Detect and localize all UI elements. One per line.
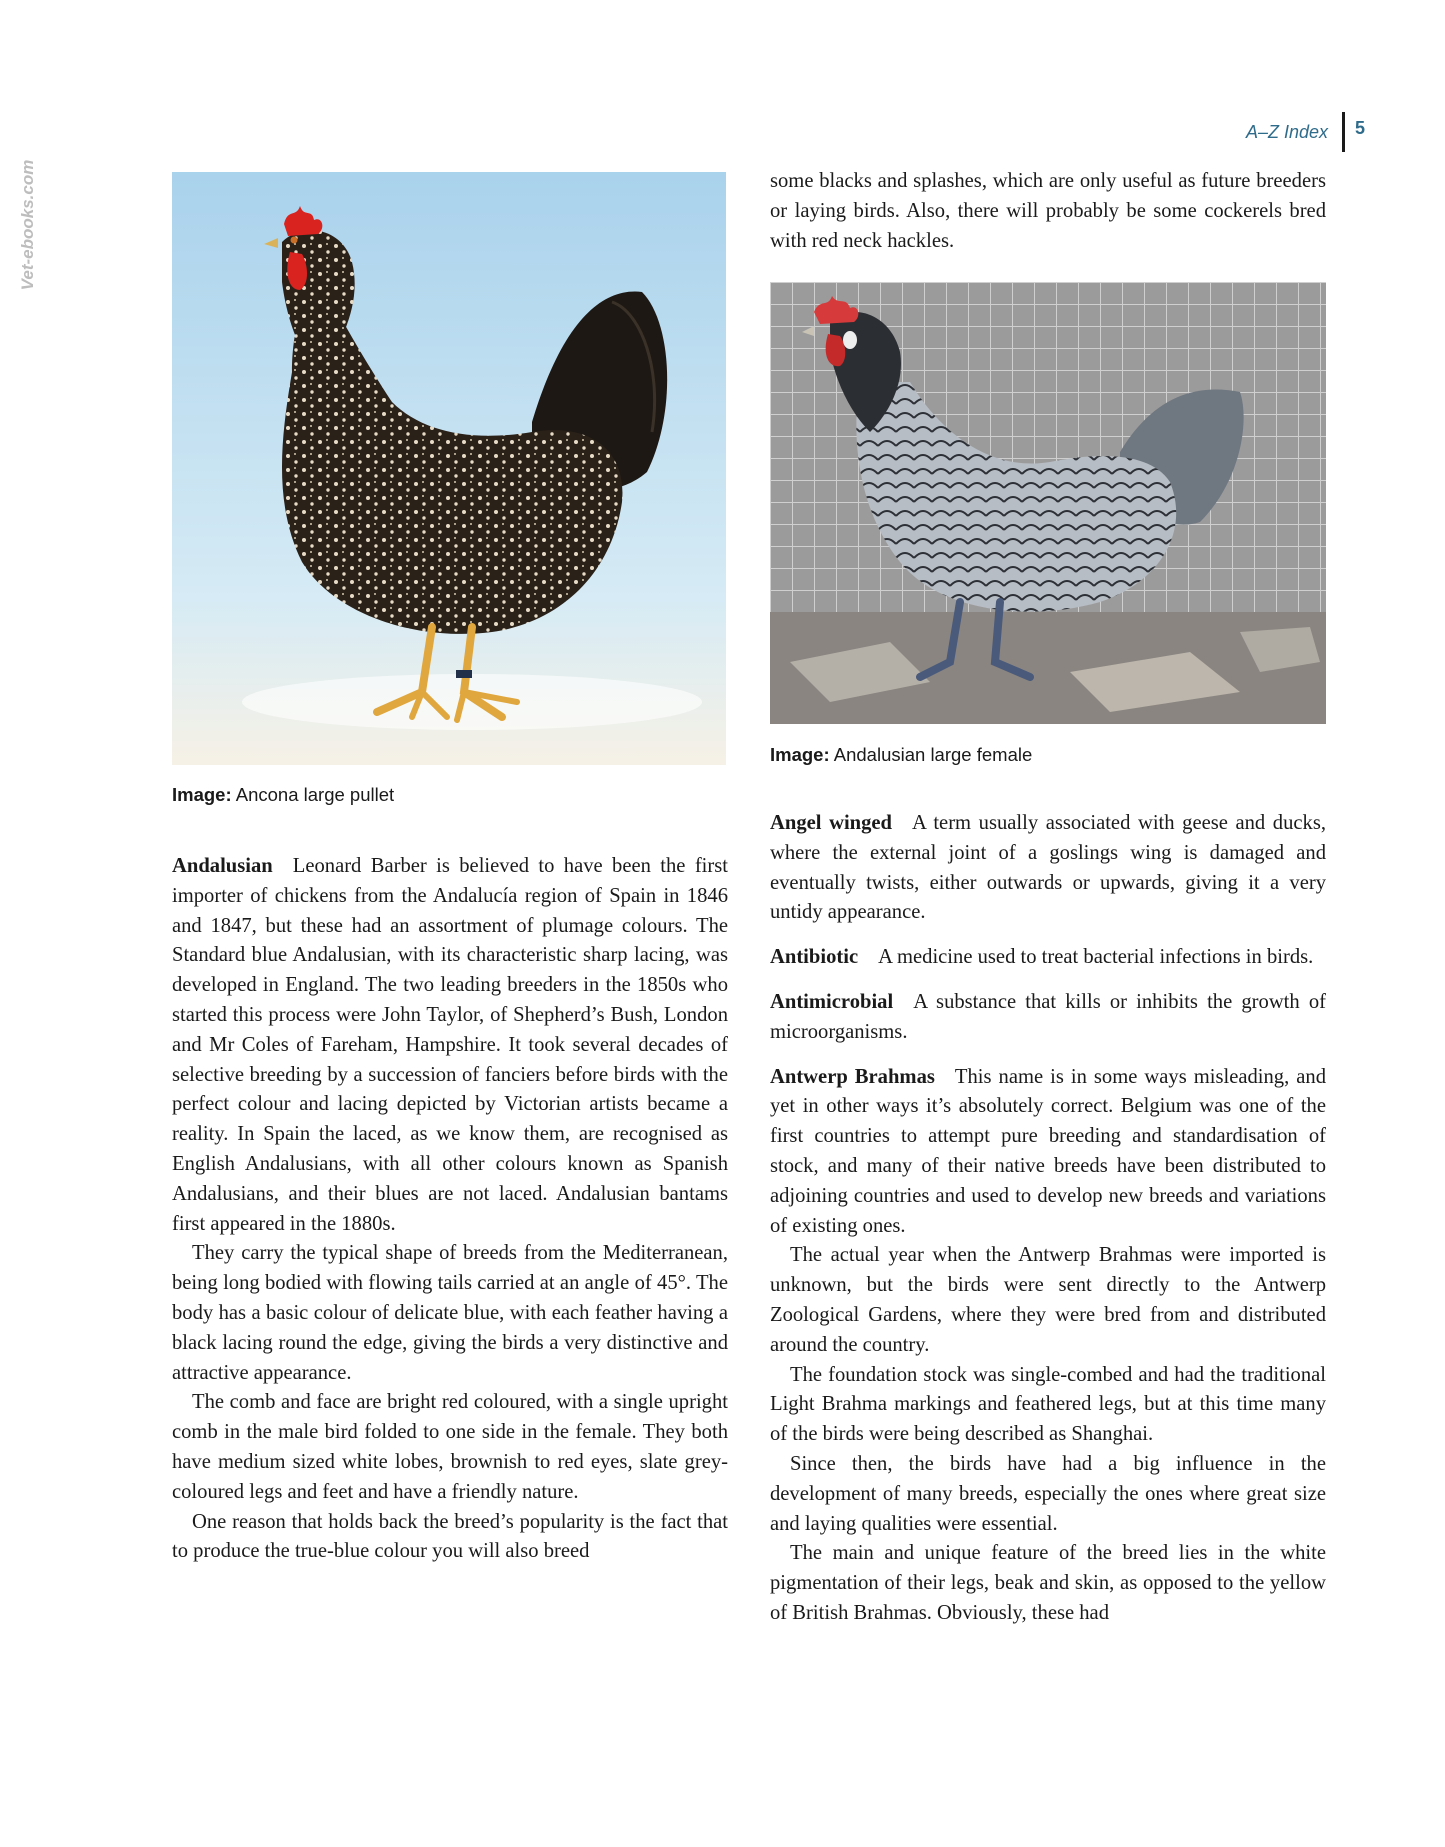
photo-andalusian-female [770, 282, 1326, 724]
photo-ancona-pullet [172, 172, 726, 765]
andalusian-paragraph-2: They carry the typical shape of breeds from the Mediterranean, being long bodied with flowing tails carried at an angle of 45°. The body has a basic colour of delicate blue, with each feather having a black lacing round the edge, giving the birds a very distinctive and attractive appearance. [172, 1242, 728, 1384]
antwerp-paragraph-2: The actual year when the Antwerp Brahmas were imported is unknown, but the birds were sent directly to the Antwerp Zoological Gardens, where they were bred from and distributed around the country. [770, 1244, 1326, 1356]
antwerp-paragraph-5: The main and unique feature of the breed lies in the white pigmentation of their legs, beak and skin, as opposed to the yellow of British Brahmas. Obviously, these had [770, 1542, 1326, 1624]
entry-antimicrobial [770, 988, 1326, 1048]
paragraph-text: A medicine used to treat bacterial infections in birds. [878, 946, 1314, 969]
header-divider [1342, 112, 1345, 152]
entry-heading: Angel winged [770, 812, 893, 834]
paragraph-text: A substance that kills or inhibits the growth of microorganisms. [770, 990, 1326, 1043]
right-column-body [770, 809, 1326, 1644]
paragraph-text: Leonard Barber is believed to have been the first importer of chickens from the Andalucía region of Spain in 1846 and 1847, but these had an assortment of plumage colours. The Standard blue Andalusian, with its characteristic sharp lacing, was developed in England. The two leading breeders in the 1850s who started this process were John Taylor, of Shepherd’s Bush, London and Mr Coles of Fareham, Hampshire. It took several decades of selective breeding by a succession of fanciers before birds with the perfect colour and lacing depicted by Victorian artists became a reality. In Spain the laced, as we know them, are recognised as English Andalusians, with all other colours known as Spanish Andalusians, and their blues are not laced. Andalusian bantams first appeared in the 1880s. [172, 855, 728, 1235]
antwerp-paragraph-3: The foundation stock was single-combed and had the traditional Light Brahma markings and feathered legs, but at this time many of the birds were being described as Shanghai. [770, 1363, 1326, 1446]
entry-heading: Antibiotic [770, 946, 859, 969]
entry-andalusian [172, 852, 728, 1567]
left-column-body [172, 852, 728, 1582]
continuation-paragraph: some blacks and splashes, which are only useful as future breeders or laying birds. Also, there will probably be some cockerels bred with red neck hackles. [770, 170, 1326, 252]
paragraph-text: A term usually associated with geese and ducks, where the external joint of a goslings wing is damaged and eventually twists, either outwards or upwards, giving it a very untidy appearance. [770, 812, 1326, 924]
caption-label: Image: [172, 784, 232, 805]
andalusian-paragraph-3: The comb and face are bright red coloured, with a single upright comb in the male bird folded to one side in the female. They both have medium sized white lobes, brownish to red eyes, slate grey-coloured legs and feet and have a friendly nature. [172, 1391, 728, 1503]
page-number: 5 [1354, 118, 1365, 138]
entry-antwerp-brahmas [770, 1063, 1326, 1629]
right-column-top [770, 167, 1326, 256]
entry-heading: Andalusian [172, 855, 273, 877]
entry-angel-winged [770, 809, 1326, 928]
entry-heading: Antwerp Brahmas [770, 1065, 935, 1088]
caption-ancona [172, 784, 394, 806]
caption-text: Ancona large pullet [235, 784, 395, 805]
watermark [16, 145, 40, 305]
entry-antibiotic [770, 943, 1326, 973]
entry-heading: Antimicrobial [770, 990, 894, 1013]
section-title: A–Z Index [1245, 121, 1328, 142]
running-header [1246, 112, 1365, 152]
caption-label: Image: [770, 744, 830, 765]
andalusian-paragraph-1 [172, 852, 728, 1239]
paragraph-text: This name is in some ways misleading, and yet in other ways it’s absolutely correct. Belgium was one of the first countries to attempt pure breeding and standardisation of stock, and many of their native breeds have been distributed to adjoining countries and used to develop new breeds and variations of existing ones. [770, 1065, 1326, 1237]
watermark-text: Vet-ebooks.com [18, 159, 37, 291]
andalusian-paragraph-4: One reason that holds back the breed’s popularity is the fact that to produce the true-blue colour you will also breed [172, 1510, 728, 1563]
antwerp-paragraph-4: Since then, the birds have had a big influence in the development of many breeds, especially the ones where great size and laying qualities were essential. [770, 1452, 1326, 1535]
caption-andalusian [770, 744, 1032, 766]
caption-text: Andalusian large female [833, 744, 1033, 765]
